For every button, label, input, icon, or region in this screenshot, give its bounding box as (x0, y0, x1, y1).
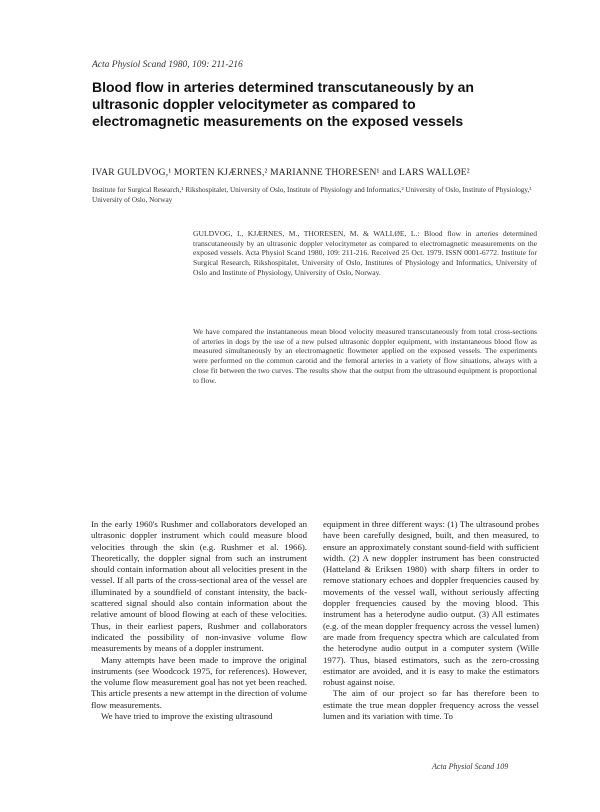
abstract: We have compared the instantaneous mean blood velocity measured transcutaneously from total cross-sections of arteries in dogs by the use of a new pulsed ultrasonic doppler equipment, with instantaneous blood flow as measured simultaneously by an electromagnetic flowmeter applied on the exposed vessels. The experiments were performed on the common carotid and the femoral arteries in a variety of flow situations, always with a close fit between the two curves. The results show that the output from the ultrasound equipment is proportional to flow. (193, 327, 537, 385)
body-paragraph: The aim of our project so far has therefore been to estimate the true mean doppler frequency across the vessel lumen and its variation with time. To (323, 688, 539, 722)
body-column-right (323, 519, 539, 722)
author-affiliations: Institute for Surgical Research,¹ Rikshospitalet, University of Oslo, Institute of Physiology and Informatics,² University of Oslo, Institute of Physiology,³ University of Oslo, Norway (92, 186, 532, 204)
running-footer: Acta Physiol Scand 109 (432, 762, 509, 771)
journal-reference: Acta Physiol Scand 1980, 109: 211-216 (92, 60, 243, 70)
article-title: Blood flow in arteries determined transcutaneously by an ultrasonic doppler velocitymeter as compared to electromagnetic measurements on the exposed vessels (92, 79, 474, 129)
citation-block: GULDVOG, I., KJÆRNES, M., THORESEN, M. & WALLØE, L.: Blood flow in arteries determined transcutaneously by an ultrasonic doppler velocitymeter as compared to electromagnetic measurements on the exposed vessels. Acta Physiol Scand 1980, 109: 211-216. Received 25 Oct. 1979. ISSN 0001-6772. Institute for Surgical Research, Rikshospitalet, University of Oslo, Institutes of Physiology and Informatics, University of Oslo and Institute of Physiology, University of Oslo, Norway. (193, 229, 537, 277)
body-column-left (91, 519, 307, 722)
body-paragraph: equipment in three different ways: (1) The ultrasound probes have been carefully designed, built, and then measured, to ensure an approximately constant sound-field with sufficient width. (2) A new doppler instrument has been constructed (Hatteland & Eriksen 1980) with sharp filters in order to remove stationary echoes and doppler frequencies caused by movements of the vessel wall, without seriously affecting doppler frequencies caused by the moving blood. This instrument has a heterodyne audio output. (3) All estimates (e.g. of the mean doppler frequency across the vessel lumen) are made from frequency spectra which are calculated from the heterodyne audio output in a computer system (Wille 1977). Thus, biased estimators, such as the zero-crossing estimator are avoided, and it is easy to make the estimators robust against noise. (323, 519, 539, 688)
body-paragraph: We have tried to improve the existing ultrasound (101, 711, 273, 722)
body-paragraph: In the early 1960's Rushmer and collaborators developed an ultrasonic doppler instrument which could measure blood velocities through the skin (e.g. Rushmer et al. 1966). Theoretically, the doppler signal from such an instrument should contain information about all velocities present in the vessel. If all parts of the cross-sectional area of the vessel are illuminated by a soundfield of constant intensity, the back-scattered signal should also contain information about the relative amount of blood flowing at each of these velocities. Thus, in their earliest papers, Rushmer and collaborators indicated the possibility of non-invasive volume flow measurements by means of a doppler instrument. (91, 519, 307, 654)
author-list: IVAR GULDVOG,¹ MORTEN KJÆRNES,² MARIANNE THORESEN¹ and LARS WALLØE² (92, 168, 470, 178)
body-paragraph: Many attempts have been made to improve the original instruments (see Woodcock 1975, for references). However, the volume flow measurement goal has not yet been reached. This article presents a new attempt in the direction of volume flow measurements. (91, 654, 307, 710)
